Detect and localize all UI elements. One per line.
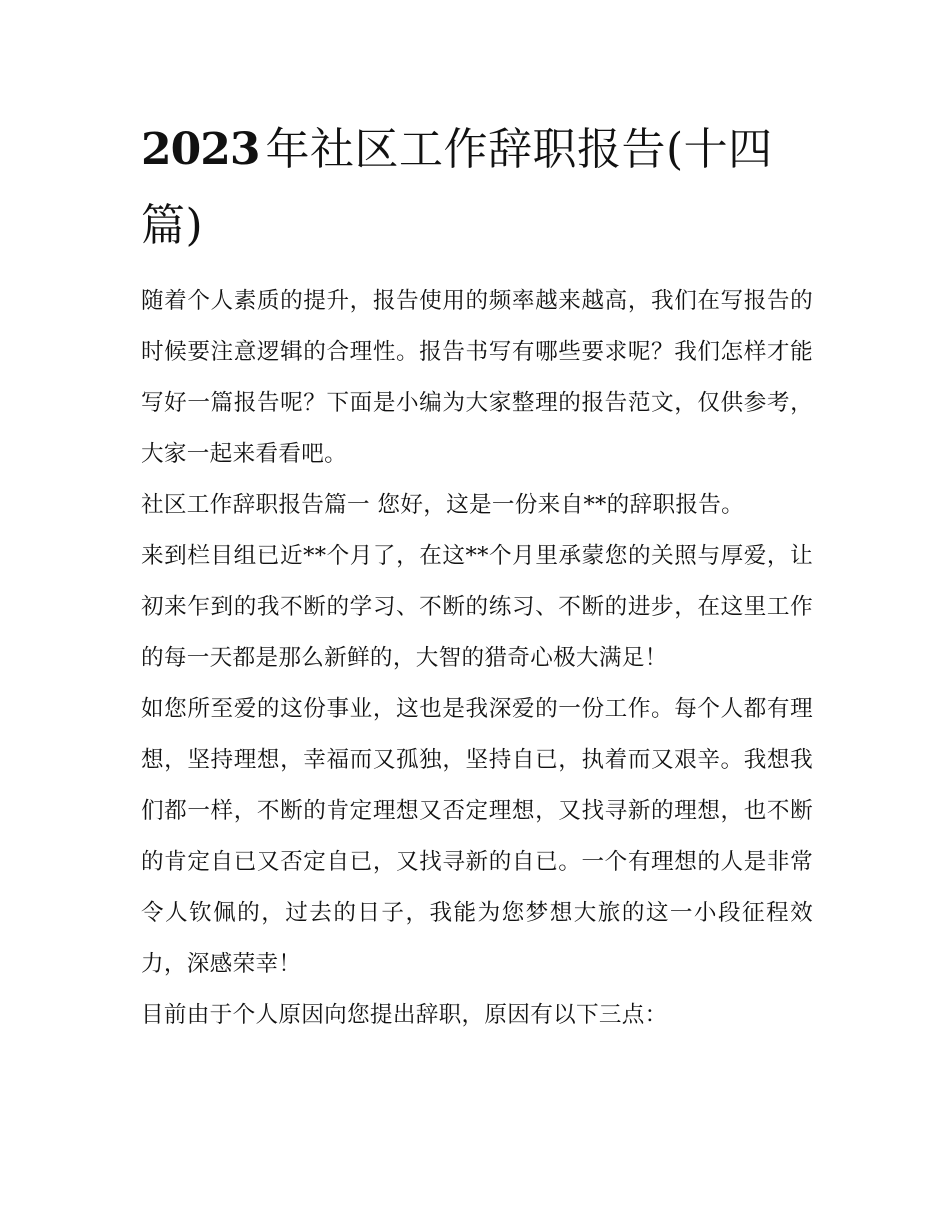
title-year: 2023 (141, 124, 260, 175)
document-title (141, 112, 813, 264)
body-paragraph: 目前由于个人原因向您提出辞职，原因有以下三点： (141, 1002, 668, 1028)
body-paragraph: 如您所至爱的这份事业，这也是我深爱的一份工作。每个人都有理想，坚持理想，幸福而又孤独，坚持自已，执着而又艰辛。我想我们都一样，不断的肯定理想又否定理想，又找寻新的理想，也不断的肯定自已又否定自已，又找寻新的自已。一个有理想的人是非常令人钦佩的，过去的日子，我能为您梦想大旅的这一小段征程效力，深感荣幸！ (141, 696, 813, 977)
section-one-opening: 社区工作辞职报告篇一 您好，这是一份来自**的辞职报告。 (141, 492, 745, 518)
intro-paragraph: 随着个人素质的提升，报告使用的频率越来越高，我们在写报告的时候要注意逻辑的合理性。报告书写有哪些要求呢？我们怎样才能写好一篇报告呢？下面是小编为大家整理的报告范文，仅供参考，大家一起来看看吧。 (141, 288, 813, 467)
document-body (141, 112, 813, 1041)
title-text: 年社区工作辞职报告(十四篇) (141, 124, 773, 251)
body-paragraph: 来到栏目组已近**个月了，在这**个月里承蒙您的关照与厚爱，让初来乍到的我不断的学习、不断的练习、不断的进步，在这里工作的每一天都是那么新鲜的，大智的猎奇心极大满足！ (141, 543, 813, 671)
